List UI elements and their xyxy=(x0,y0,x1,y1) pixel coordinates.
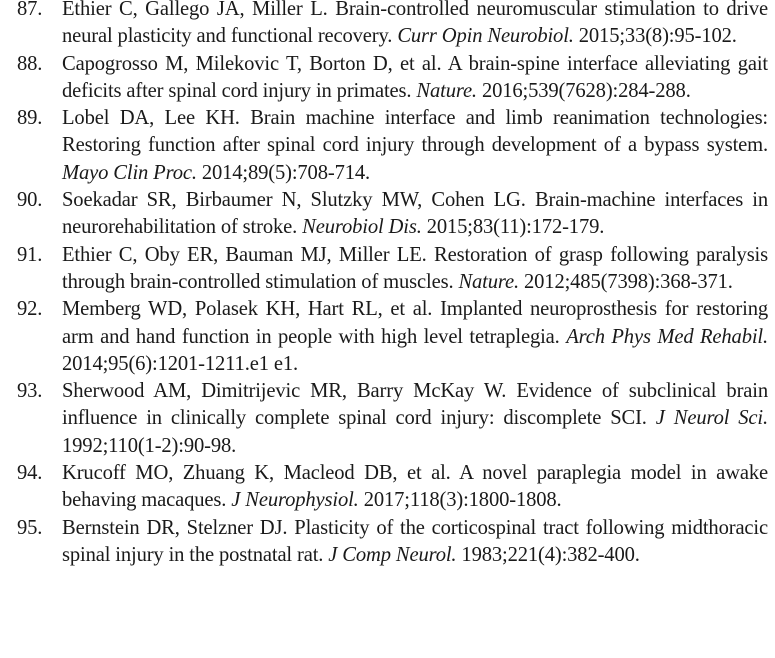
reference-title: Implanted neuroprosthesis for restoring arm and hand function in people with high level tetraplegia. xyxy=(62,298,768,348)
reference-text xyxy=(62,460,768,515)
reference-text xyxy=(62,242,768,297)
reference-title: Restoration of grasp following paralysis through brain-controlled stimulation of muscles. xyxy=(62,243,768,293)
reference-authors: Soekadar SR, Birbaumer N, Slutzky MW, Cohen LG. xyxy=(62,189,526,212)
reference-journal: Arch Phys Med Rehabil. xyxy=(566,325,768,348)
reference-citation: 2016;539(7628):284-288. xyxy=(481,79,691,102)
reference-text xyxy=(62,187,768,242)
reference-item xyxy=(0,0,768,51)
reference-journal: Nature. xyxy=(416,79,477,102)
reference-authors: Bernstein DR, Stelzner DJ. xyxy=(62,516,288,539)
reference-number: 94. xyxy=(17,462,43,485)
reference-text xyxy=(62,0,768,51)
reference-item xyxy=(0,515,768,570)
reference-number: 90. xyxy=(17,189,43,212)
reference-journal: Mayo Clin Proc. xyxy=(62,161,197,184)
reference-journal: J Neurophysiol. xyxy=(231,489,359,512)
reference-authors: Ethier C, Oby ER, Bauman MJ, Miller LE. xyxy=(62,243,427,266)
reference-journal: Neurobiol Dis. xyxy=(302,216,422,239)
reference-text xyxy=(62,51,768,106)
reference-title: Brain-controlled neuromuscular stimulation to drive neural plasticity and functional recovery. xyxy=(62,0,768,48)
reference-number: 88. xyxy=(17,52,43,75)
reference-journal: J Neurol Sci. xyxy=(655,407,768,430)
reference-authors: Capogrosso M, Milekovic T, Borton D, et al. xyxy=(62,52,442,75)
reference-number: 95. xyxy=(17,516,43,539)
reference-citation: 2014;89(5):708-714. xyxy=(201,161,371,184)
reference-item xyxy=(0,460,768,515)
reference-text xyxy=(62,296,768,378)
reference-item xyxy=(0,51,768,106)
reference-item xyxy=(0,242,768,297)
reference-title: Plasticity of the corticospinal tract following midthoracic spinal injury in the postnatal rat. xyxy=(62,516,768,566)
reference-title: A brain-spine interface alleviating gait deficits after spinal cord injury in primates. xyxy=(62,52,768,102)
reference-title: Evidence of subclinical brain influence in clinically complete spinal cord injury: discomplete SCI. xyxy=(62,380,768,430)
reference-citation: 1983;221(4):382-400. xyxy=(461,543,640,566)
reference-text xyxy=(62,515,768,570)
reference-item xyxy=(0,105,768,187)
reference-citation: 2017;118(3):1800-1808. xyxy=(363,489,562,512)
reference-text xyxy=(62,378,768,460)
reference-authors: Memberg WD, Polasek KH, Hart RL, et al. xyxy=(62,298,433,321)
reference-title: A novel paraplegia model in awake behaving macaques. xyxy=(62,462,768,512)
reference-number: 87. xyxy=(17,0,43,20)
reference-text xyxy=(62,105,768,187)
reference-title: Brain machine interface and limb reanimation technologies: Restoring function after spinal cord injury through development of a bypass system. xyxy=(62,107,769,157)
reference-citation: 2015;33(8):95-102. xyxy=(578,25,737,48)
reference-journal: Nature. xyxy=(458,270,519,293)
reference-authors: Ethier C, Gallego JA, Miller L. xyxy=(62,0,328,20)
reference-number: 89. xyxy=(17,107,43,130)
reference-authors: Sherwood AM, Dimitrijevic MR, Barry McKay W. xyxy=(62,380,507,403)
reference-citation: 2012;485(7398):368-371. xyxy=(524,270,733,293)
reference-item xyxy=(0,187,768,242)
reference-citation: 2014;95(6):1201-1211.e1 e1. xyxy=(62,352,298,375)
reference-citation: 2015;83(11):172-179. xyxy=(426,216,605,239)
reference-item xyxy=(0,378,768,460)
reference-number: 92. xyxy=(17,298,43,321)
reference-journal: J Comp Neurol. xyxy=(328,543,457,566)
reference-authors: Lobel DA, Lee KH. xyxy=(62,107,240,130)
reference-title: Brain-machine interfaces in neurorehabilitation of stroke. xyxy=(62,189,768,239)
reference-number: 91. xyxy=(17,243,43,266)
reference-number: 93. xyxy=(17,380,43,403)
reference-authors: Krucoff MO, Zhuang K, Macleod DB, et al. xyxy=(62,462,451,485)
reference-item xyxy=(0,296,768,378)
reference-journal: Curr Opin Neurobiol. xyxy=(397,25,574,48)
reference-citation: 1992;110(1-2):90-98. xyxy=(62,434,237,457)
